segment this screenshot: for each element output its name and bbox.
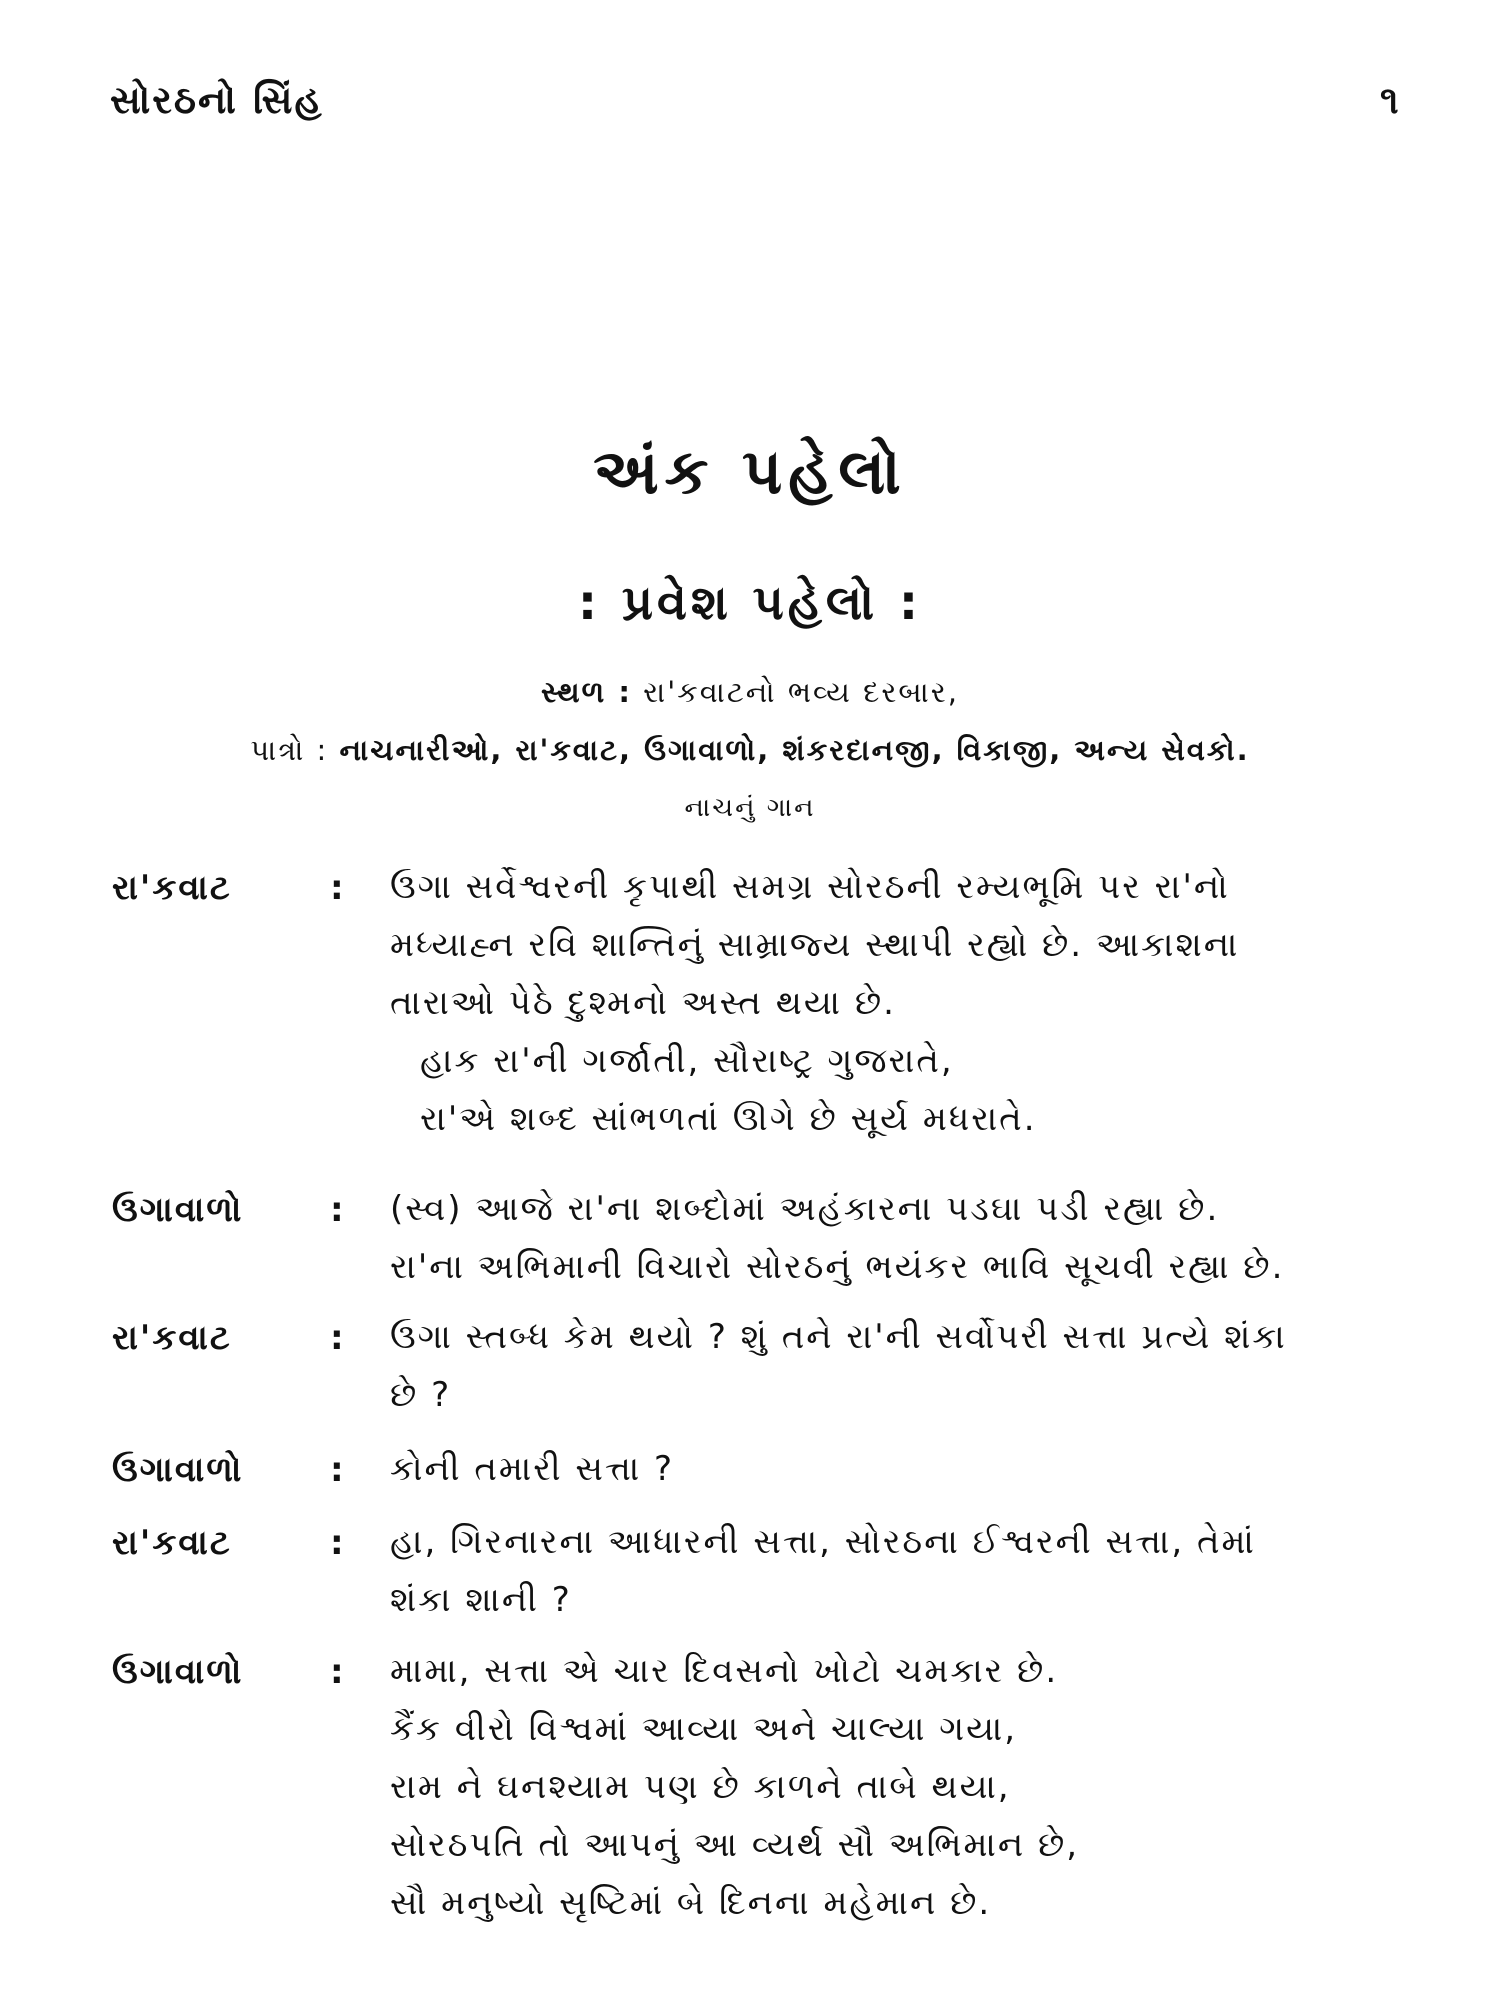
speaker-colon: : <box>330 1190 344 1230</box>
cast-label: પાત્રો : <box>250 733 329 767</box>
speech-line: હા, ગિરનારના આધારની સત્તા, સોરઠના ઈશ્વરની સત્તા, તેમાં <box>390 1522 1256 1562</box>
speaker-colon: : <box>330 1523 344 1563</box>
place-label: સ્થળ : <box>541 675 632 709</box>
speaker-name: રા'કવાટ <box>112 1318 232 1358</box>
song-title: નાચનું ગાન <box>684 793 816 823</box>
speaker-colon: : <box>330 1450 344 1490</box>
scene-title: : પ્રવેશ પહેલો : <box>577 575 923 631</box>
poem-line: કૈંક વીરો વિશ્વમાં આવ્યા અને ચાલ્યા ગયા, <box>390 1709 1018 1749</box>
running-title: સોરઠનો સિંહ <box>110 78 324 122</box>
cast-value: નાચનારીઓ, રા'કવાટ, ઉગાવાળો, શંકરદાનજી, વિકાજી, અન્ય સેવકો. <box>339 733 1250 767</box>
speech-line: રા'ના અભિમાની વિચારો સોરઠનું ભયંકર ભાવિ સૂચવી રહ્યા છે. <box>390 1247 1285 1287</box>
speaker-name: ઉગાવાળો <box>112 1652 244 1692</box>
speech-text <box>390 858 1430 1148</box>
speech-line: શંકા શાની ? <box>390 1580 572 1620</box>
verse-line: રા'એ શબ્દ સાંભળતાં ઊગે છે સૂર્ય મધરાતે. <box>420 1099 1037 1139</box>
speaker-name: રા'કવાટ <box>112 868 232 908</box>
speaker-name: રા'કવાટ <box>112 1523 232 1563</box>
speech-text <box>390 1180 1430 1296</box>
poem-line: સૌ મનુષ્યો સૃષ્ટિમાં બે દિનના મહેમાન છે. <box>390 1883 992 1923</box>
poem-line: રામ ને ઘનશ્યામ પણ છે કાળને તાબે થયા, <box>390 1767 1011 1807</box>
speaker-colon: : <box>330 1318 344 1358</box>
speech-line: ઉગા સ્તબ્ધ કેમ થયો ? શું તને રા'ની સર્વોપરી સત્તા પ્રત્યે શંકા <box>390 1317 1287 1357</box>
speech-line: (સ્વ) આજે રા'ના શબ્દોમાં અહંકારના પડઘા પડી રહ્યા છે. <box>390 1189 1220 1229</box>
speaker-colon: : <box>330 868 344 908</box>
place-value: રા'કવાટનો ભવ્ય દરબાર, <box>643 675 959 709</box>
poem-line: સોરઠપતિ તો આપનું આ વ્યર્થ સૌ અભિમાન છે, <box>390 1825 1080 1865</box>
speech-line: તારાઓ પેઠે દુશ્મનો અસ્ત થયા છે. <box>390 983 896 1023</box>
act-title: અંક પહેલો <box>593 435 907 508</box>
verse-line: હાક રા'ની ગર્જાતી, સૌરાષ્ટ્ર ગુજરાતે, <box>420 1041 954 1081</box>
setting-cast <box>0 733 1500 768</box>
speech-text <box>390 1513 1430 1629</box>
speech-text <box>390 1308 1430 1424</box>
speech-line: મધ્યાહ્ન રવિ શાન્તિનું સામ્રાજ્ય સ્થાપી રહ્યો છે. આકાશના <box>390 925 1240 965</box>
speech-text <box>390 1642 1430 1932</box>
speech-line: ઉગા સર્વેશ્વરની કૃપાથી સમગ્ર સોરઠની રમ્યભૂમિ પર રા'નો <box>390 867 1230 907</box>
setting-place <box>0 675 1500 710</box>
speech-line: મામા, સત્તા એ ચાર દિવસનો ખોટો ચમકાર છે. <box>390 1651 1059 1691</box>
speaker-name: ઉગાવાળો <box>112 1190 244 1230</box>
speaker-colon: : <box>330 1652 344 1692</box>
page-number: ૧ <box>1380 78 1399 122</box>
speech-text <box>390 1440 1430 1498</box>
speaker-name: ઉગાવાળો <box>112 1450 244 1490</box>
speech-line: છે ? <box>390 1375 452 1415</box>
speech-line: કોની તમારી સત્તા ? <box>390 1449 675 1489</box>
